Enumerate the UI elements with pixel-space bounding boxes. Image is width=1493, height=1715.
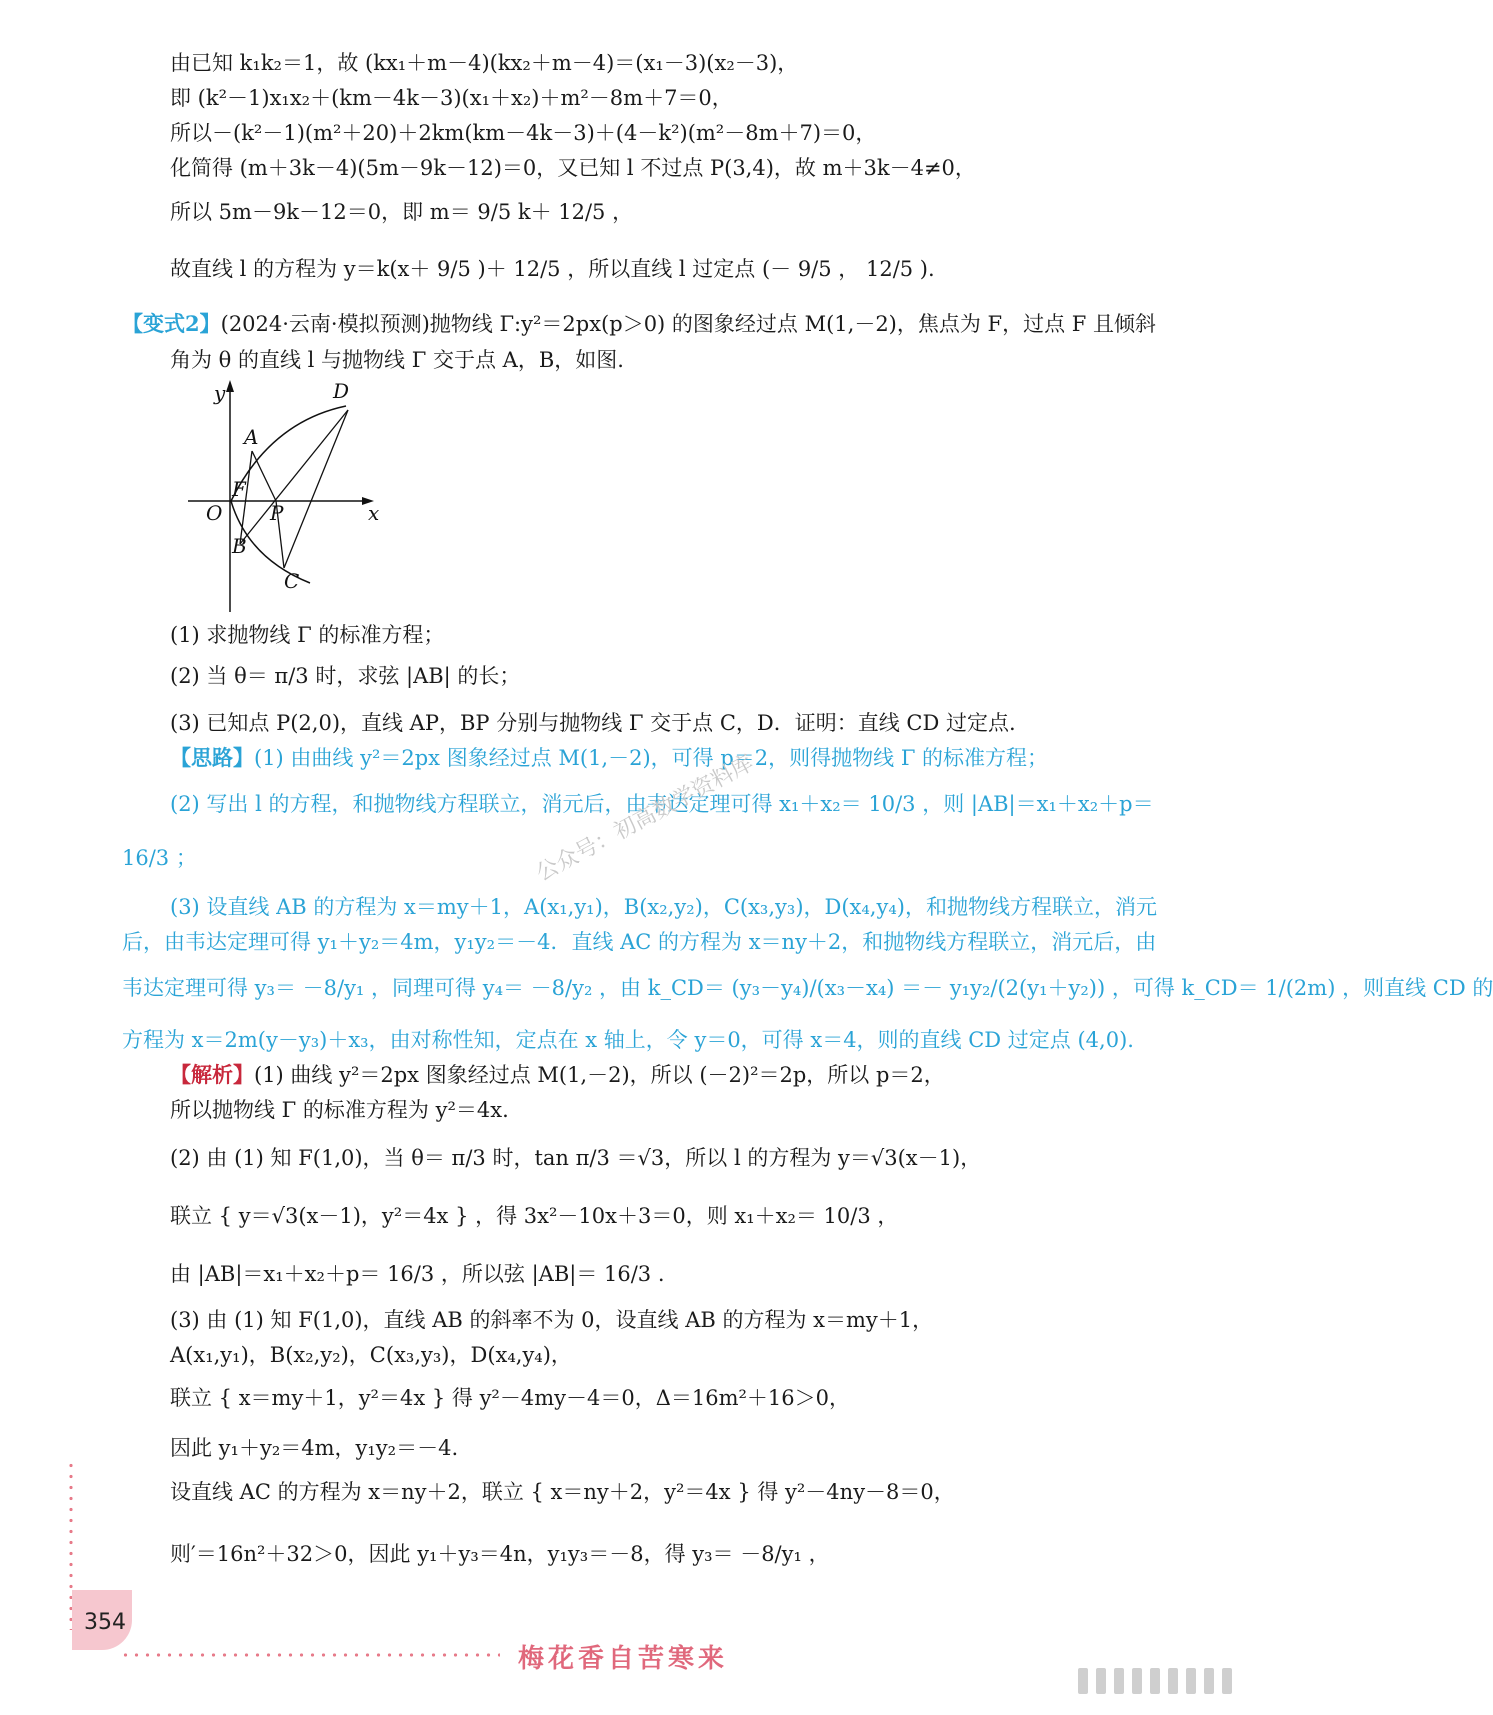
text-line: 所以 5m－9k－12＝0，即 m＝ 9/5 k＋ 12/5 ， [170, 200, 634, 224]
label-f: F [232, 477, 246, 501]
label-d: D [333, 379, 350, 403]
text-line [170, 1060, 945, 1090]
label-c: C [284, 569, 300, 593]
watermark: 公众号：初高数学资料库 [532, 750, 758, 887]
text-line: 由 |AB|＝x₁＋x₂＋p＝ 16/3 ，所以弦 |AB|＝ 16/3 . [170, 1262, 665, 1286]
bar-icon [1114, 1668, 1124, 1694]
label-a: A [244, 425, 259, 449]
bar-icon [1186, 1668, 1196, 1694]
text-line: 所以－(k²－1)(m²＋20)＋2km(km－4k－3)＋(4－k²)(m²－8m＋7)＝0， [170, 121, 877, 145]
text-line: 由已知 k₁k₂＝1，故 (kx₁＋m－4)(kx₂＋m－4)＝(x₁－3)(x₂－3)， [170, 51, 799, 75]
bar-icon [1096, 1668, 1106, 1694]
text-line [170, 743, 1048, 773]
text-line: 韦达定理可得 y₃＝ －8/y₁ ，同理可得 y₄＝ －8/y₂ ，由 k_CD＝ (y₃－y₄)/(x₃－x₄) ＝－ y₁y₂/(2(y₁＋y₂)) ，可得 k_CD＝ 1/(2m) ，则直线 CD 的 [122, 976, 1493, 1000]
text-line: 后，由韦达定理可得 y₁＋y₂＝4m，y₁y₂＝－4．直线 AC 的方程为 x＝ny＋2，和抛物线方程联立，消元后，由 [122, 930, 1157, 954]
text-line: (2) 由 (1) 知 F(1,0)，当 θ＝ π/3 时，tan π/3 ＝√3，所以 l 的方程为 y＝√3(x－1)， [170, 1146, 982, 1170]
idea-text: (1) 由曲线 y²＝2px 图象经过点 M(1,－2)，可得 p＝2，则得抛物线 Γ 的标准方程； [254, 746, 1049, 770]
idea-tag: 【思路】 [170, 745, 254, 770]
label-x: x [368, 501, 380, 525]
text-line: 因此 y₁＋y₂＝4m，y₁y₂＝－4. [170, 1436, 459, 1460]
text-line [122, 309, 1156, 339]
pagination-bars-icon[interactable] [1078, 1668, 1258, 1694]
page-number: 354 [84, 1610, 126, 1635]
bar-icon [1078, 1668, 1088, 1694]
text-line: 设直线 AC 的方程为 x＝ny＋2，联立 { x＝ny＋2，y²＝4x } 得 y²－4ny－8＝0， [170, 1480, 955, 1504]
line-cd [284, 410, 348, 568]
bar-icon [1168, 1668, 1178, 1694]
y-axis-arrow [226, 380, 234, 392]
problem-text: (2024·云南·模拟预测)抛物线 Γ:y²＝2px(p＞0) 的图象经过点 M(1,－2)，焦点为 F，过点 F 且倾斜 [220, 312, 1157, 336]
text-line: 所以抛物线 Γ 的标准方程为 y²＝4x. [170, 1098, 509, 1122]
text-line: 16/3 ； [122, 846, 197, 870]
label-p: P [270, 501, 284, 525]
question-2: (2) 当 θ＝ π/3 时，求弦 |AB| 的长； [170, 664, 521, 688]
bar-icon [1150, 1668, 1160, 1694]
text-line: 则′＝16n²＋32＞0，因此 y₁＋y₃＝4n，y₁y₃＝－8，得 y₃＝ －8/y₁ ， [170, 1542, 830, 1566]
line-ap [252, 451, 276, 501]
bar-icon [1222, 1668, 1232, 1694]
question-1: (1) 求抛物线 Γ 的标准方程； [170, 623, 445, 647]
text-line: (3) 设直线 AB 的方程为 x＝my＋1，A(x₁,y₁)，B(x₂,y₂)，C(x₃,y₃)，D(x₄,y₄)，和抛物线方程联立，消元 [170, 895, 1157, 919]
text-line: A(x₁,y₁)，B(x₂,y₂)，C(x₃,y₃)，D(x₄,y₄)， [170, 1343, 572, 1367]
label-y: y [214, 381, 226, 405]
text-line: 故直线 l 的方程为 y＝k(x＋ 9/5 )＋ 12/5 ，所以直线 l 过定点 (－ 9/5 ， 12/5 ). [170, 257, 935, 281]
bar-icon [1132, 1668, 1142, 1694]
parabola-figure [188, 378, 388, 618]
label-b: B [232, 534, 247, 558]
text-line: 方程为 x＝2m(y－y₃)＋x₃，由对称性知，定点在 x 轴上，令 y＝0，可得 x＝4，则的直线 CD 过定点 (4,0). [122, 1028, 1134, 1052]
question-3: (3) 已知点 P(2,0)，直线 AP，BP 分别与抛物线 Γ 交于点 C，D．证明：直线 CD 过定点. [170, 711, 1016, 735]
text-line: 化简得 (m＋3k－4)(5m－9k－12)＝0，又已知 l 不过点 P(3,4)，故 m＋3k－4≠0， [170, 156, 976, 180]
text-line: 联立 { x＝my＋1，y²＝4x } 得 y²－4my－4＝0，Δ＝16m²＋16＞0， [170, 1386, 851, 1410]
decorative-dots [120, 1652, 500, 1658]
analysis-tag: 【解析】 [170, 1062, 254, 1087]
analysis-text: (1) 曲线 y²＝2px 图象经过点 M(1,－2)，所以 (－2)²＝2p，所以 p＝2， [254, 1063, 945, 1087]
footer-motto: 梅花香自苦寒来 [518, 1644, 729, 1674]
label-o: O [206, 501, 223, 525]
text-line: (3) 由 (1) 知 F(1,0)，直线 AB 的斜率不为 0，设直线 AB 的方程为 x＝my＋1， [170, 1308, 934, 1332]
variant-tag: 【变式2】 [122, 311, 221, 336]
bar-icon [1204, 1668, 1214, 1694]
text-line: (2) 写出 l 的方程，和抛物线方程联立，消元后，由韦达定理可得 x₁＋x₂＝ 10/3 ，则 |AB|＝x₁＋x₂＋p＝ [170, 792, 1154, 816]
text-line: 即 (k²－1)x₁x₂＋(km－4k－3)(x₁＋x₂)＋m²－8m＋7＝0， [170, 86, 733, 110]
text-line: 角为 θ 的直线 l 与抛物线 Γ 交于点 A，B，如图. [170, 348, 624, 372]
text-line: 联立 { y＝√3(x－1)，y²＝4x } ，得 3x²－10x＋3＝0，则 x₁＋x₂＝ 10/3 ， [170, 1204, 899, 1228]
